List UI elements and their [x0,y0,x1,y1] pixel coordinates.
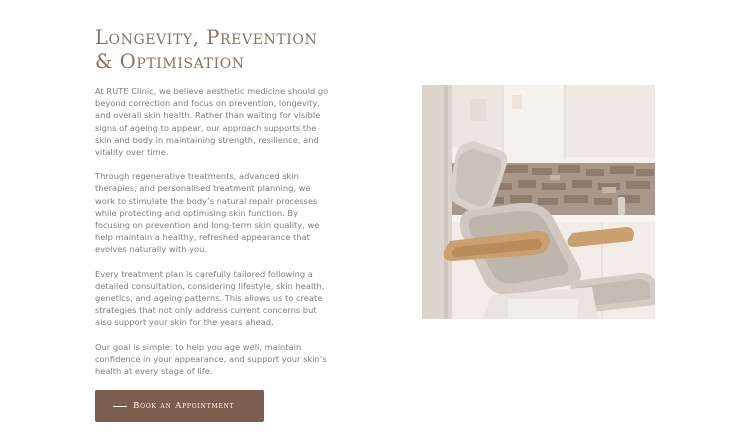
treatment-plan-paragraph: Every treatment plan is carefully tailored following a detailed consultation, considering lifestyle, skin health, genetics, and ageing patterns. This allows us to create strategies that not only address current concerns but also support your skin for the years ahead. [95,268,325,328]
book-appointment-button[interactable] [95,390,264,422]
book-appointment-label: Book an Appointment [133,401,235,411]
treatments-paragraph: Through regenerative treatments, advanced skin therapies, and personalised treatment planning, we work to stimulate the body’s natural repair processes while protecting and optimising skin function. By focusing on prevention and long-term skin quality, we help maintain a healthy, refreshed appearance that evolves naturally with you. [95,171,320,255]
dash-icon [113,406,127,407]
section-heading: Longevity, Prevention & Optimisation [95,26,318,73]
treatment-chair-photo [422,85,655,319]
intro-paragraph: At RUTE Clinic, we believe aesthetic medicine should go beyond correction and focus on prevention, longevity, and overall skin health. Rather than waiting for visible signs of ageing to appear, our approach supports the skin and body in maintaining strength, resilience, and vitality over time. [95,86,329,158]
goal-paragraph: Our goal is simple: to help you age well, maintain confidence in your appearance, and support your skin’s health at every stage of life. [95,341,327,377]
content-column [95,26,330,377]
